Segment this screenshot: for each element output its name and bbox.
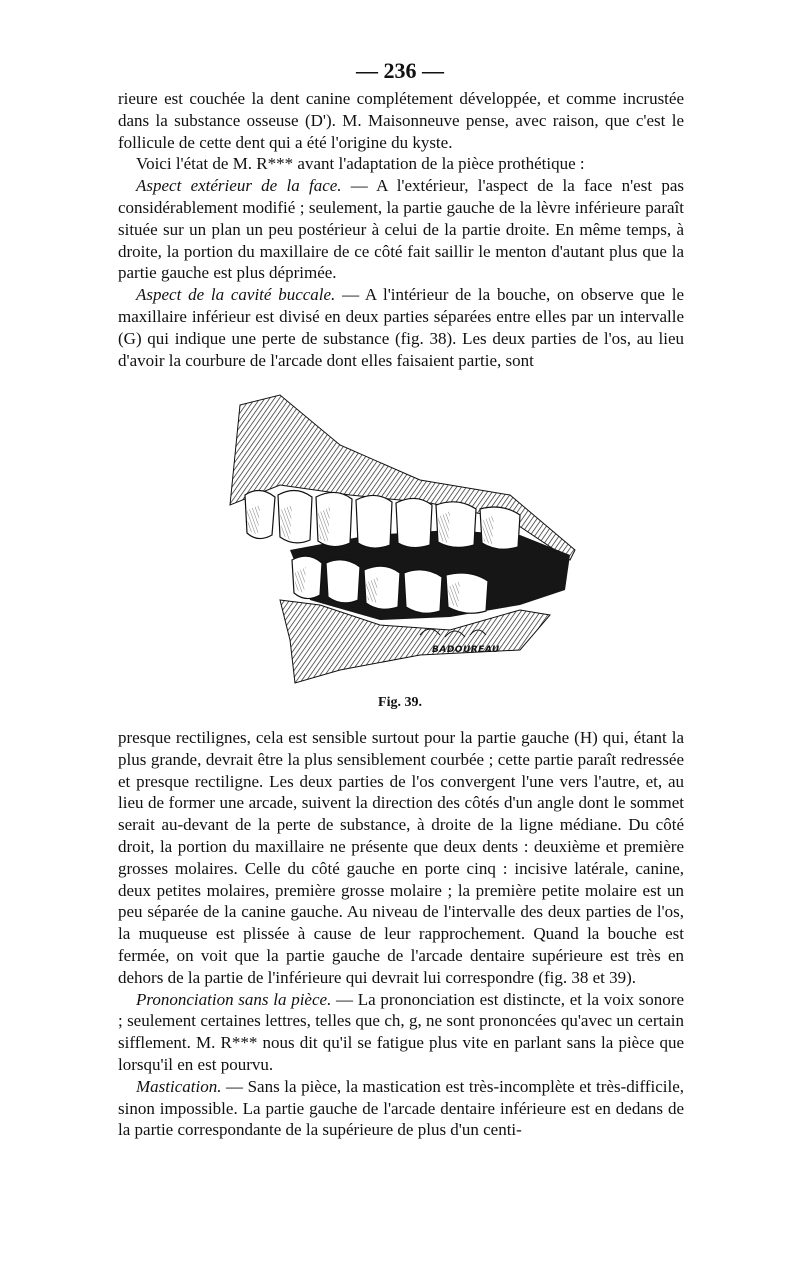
text-block-bottom — [118, 727, 684, 1141]
paragraph-body: — La prononciation est distincte, et la voix sonore ; seulement certaines lettres, telles que ch, g, ne sont prononcées qu'avec un certain sifflement. M. R*** nous dit qu'il se fatigue plus vite en parlant sans la pièce que lorsqu'il en est pourvu. — [118, 989, 684, 1074]
section-heading: Aspect extérieur de la face. — [136, 176, 342, 196]
figure-teeth-engraving — [220, 385, 590, 685]
figure-caption: Fig. 39. — [378, 695, 422, 710]
paragraph — [118, 284, 684, 371]
paragraph — [118, 175, 684, 284]
paragraph-body: — A l'intérieur de la bouche, on observe que le maxillaire inférieur est divisé en deux parties séparées entre elles par un intervalle (G) qui indique une perte de substance (fig. 38). Les deux parties de l'os, au lieu d'avoir la courbure de l'arcade dont elles faisaient partie, sont — [118, 285, 684, 370]
page-number: — 236 — — [356, 58, 444, 83]
paragraph — [118, 1076, 684, 1141]
paragraph-body: — Sans la pièce, la mastication est très-incomplète et très-difficile, sinon impossible. La partie gauche de l'arcade dentaire inférieure est en dedans de la partie correspondante de la supérieure de plus d'un centi- — [118, 1076, 684, 1140]
paragraph-body: — A l'extérieur, l'aspect de la face n'est pas considérablement modifié ; seulement, la partie gauche de la lèvre inférieure paraît située sur un plan un peu postérieur à celui de la partie droite. En même temps, à droite, la portion du maxillaire de ce côté fait saillir le menton d'autant plus que la partie gauche est plus déprimée. — [118, 176, 684, 283]
paragraph: rieure est couchée la dent canine complétement développée, et comme incrustée dans la substance osseuse (D'). M. Maisonneuve pense, avec raison, que c'est le follicule de cette dent qui a été l'origine du kyste. — [118, 89, 684, 152]
paragraph: Voici l'état de M. R*** avant l'adaptation de la pièce prothétique : — [136, 154, 585, 174]
section-heading: Aspect de la cavité buccale. — [136, 285, 336, 305]
section-heading: Prononciation sans la pièce. — [136, 989, 332, 1009]
text-block-top — [118, 88, 684, 371]
engraver-signature: BADOUREAU — [432, 645, 500, 655]
paragraph: presque rectilignes, cela est sensible surtout pour la partie gauche (H) qui, étant la plus grande, devrait être la plus sensiblement courbée ; cette partie paraît redressée et presque rectiligne. Les deux parties de l'os convergent l'une vers l'autre, et, au lieu de former une arcade, suivent la direction des côtés d'un angle dont le sommet serait au-devant de la perte de substance, à droite de la ligne médiane. Du côté droit, la portion du maxillaire ne présente que deux dents : deuxième et première grosses molaires. Celle du côté gauche en porte cinq : incisive latérale, canine, deux petites molaires, première grosse molaire ; la première petite molaire est un peu séparée de la canine gauche. Au niveau de l'intervalle des deux parties de l'os, la muqueuse est plissée à cause de leur rapprochement. Quand la bouche est fermée, on voit que la partie gauche de l'arcade dentaire supérieure est très en dehors de la partie de l'inférieure qui devrait lui correspondre (fig. 38 et 39). — [118, 728, 684, 987]
section-heading: Mastication. — [136, 1076, 222, 1096]
teeth-illustration — [220, 385, 590, 685]
paragraph — [118, 989, 684, 1076]
